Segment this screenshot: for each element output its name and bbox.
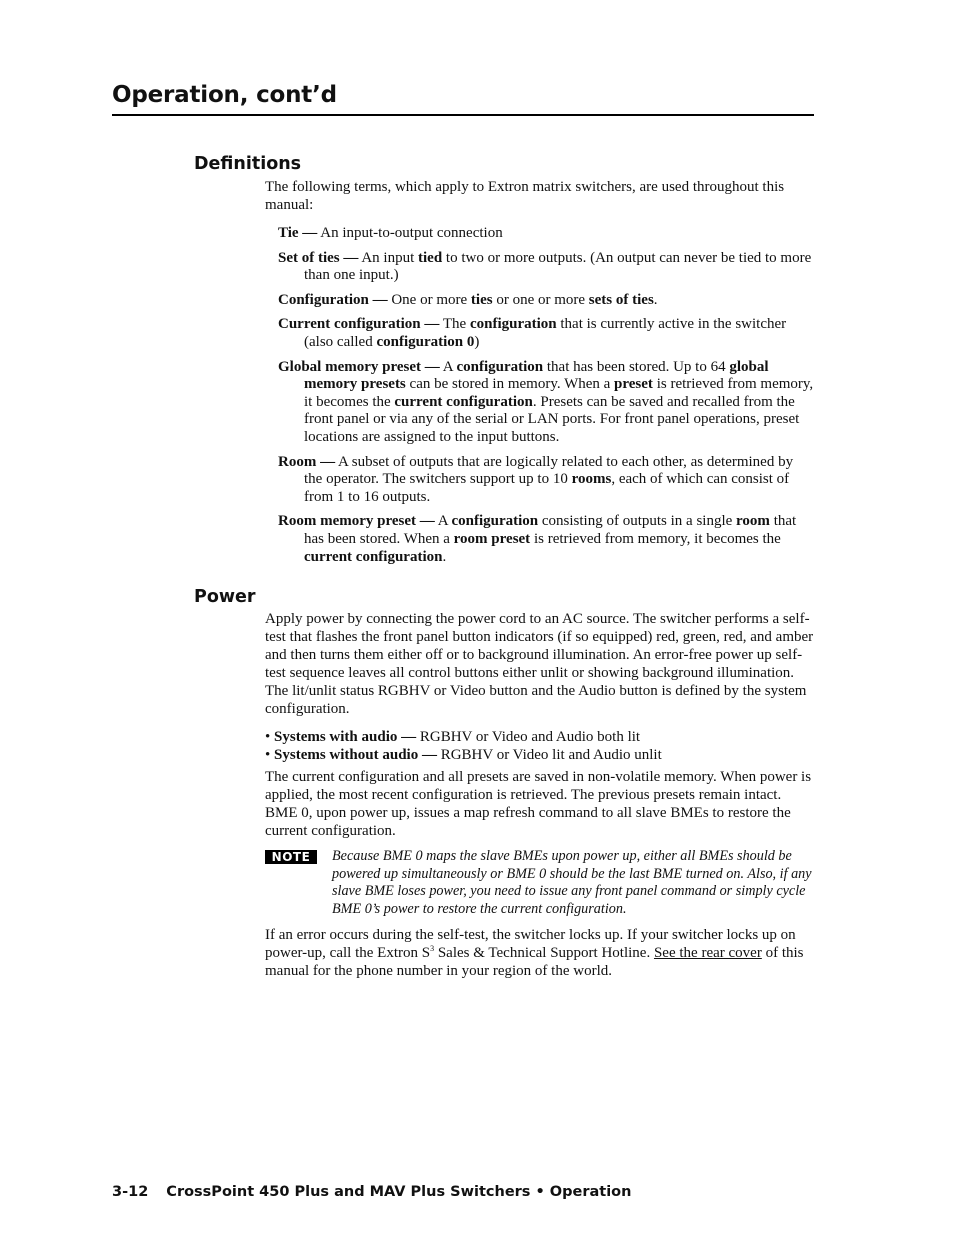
title-rule bbox=[112, 114, 814, 116]
list-item: • Systems with audio — RGBHV or Video and Audio both lit bbox=[265, 729, 641, 745]
page-number: 3-12 bbox=[112, 1184, 149, 1200]
list-item: • Systems without audio — RGBHV or Video lit and Audio unlit bbox=[265, 747, 662, 763]
power-paragraph-2: The current configuration and all presets are saved in non-volatile memory. When power is applied, the most recent configuration is retrieved. The previous presets remain intact. BME 0, upon power up, issues a map refresh command to all slave BMEs to restore the current configuration. bbox=[265, 769, 812, 839]
definition-item: Tie — An input-to-output connection bbox=[278, 225, 503, 241]
definitions-heading: Definitions bbox=[194, 154, 302, 174]
definitions-intro: The following terms, which apply to Extron matrix switchers, are used throughout this manual: bbox=[265, 179, 785, 213]
definition-item: Global memory preset — A configuration that has been stored. Up to 64 global memory presets can be stored in memory. When a preset is retrieved from memory, it becomes the current configuration. Presets can be saved and recalled from the front panel or via any of the serial or LAN ports. For front panel operations, preset locations are assigned to the input buttons. bbox=[278, 358, 814, 445]
definition-item: Set of ties — An input tied to two or more outputs. (An output can never be tied to more than one input.) bbox=[278, 249, 812, 284]
footer-title: CrossPoint 450 Plus and MAV Plus Switchers • Operation bbox=[166, 1184, 632, 1200]
power-heading: Power bbox=[194, 587, 256, 607]
power-paragraph-1: Apply power by connecting the power cord to an AC source. The switcher performs a self-test that flashes the front panel button indicators (if so equipped) red, green, red, and amber and then turns them either off or to background illumination. An error-free power up self-test sequence leaves all control buttons either unlit or showing background illumination. The lit/unlit status RGBHV or Video button and the Audio button is defined by the system configuration. bbox=[265, 611, 814, 717]
definitions-list bbox=[278, 225, 814, 573]
note-text: Because BME 0 maps the slave BMEs upon power up, either all BMEs should be powered up simultaneously or BME 0 should be the last BME turned on. Also, if any slave BME loses power, you need to issue any front panel command or simply cycle BME 0’s power to restore the current configuration. bbox=[332, 848, 812, 917]
definition-item: Room memory preset — A configuration consisting of outputs in a single room that has been stored. When a room preset is retrieved from memory, it becomes the current configuration. bbox=[278, 513, 797, 565]
definition-item: Configuration — One or more ties or one or more sets of ties. bbox=[278, 291, 658, 308]
definition-item: Current configuration — The configuration that is currently active in the switcher (also called configuration 0) bbox=[278, 316, 787, 350]
footer bbox=[112, 1184, 631, 1200]
rear-cover-link[interactable]: See the rear cover bbox=[653, 945, 762, 961]
power-paragraph-3: If an error occurs during the self-test, the switcher locks up. If your switcher locks up on power-up, call the Extron $S^3$ Sales & Technical Support Hotline. See the rear cover of this manual for the phone number in your region of the world. bbox=[265, 927, 804, 979]
definition-item: Room — A subset of outputs that are logically related to each other, as determined by the operator. The switchers support up to 10 rooms, each of which can consist of from 1 to 16 outputs. bbox=[278, 453, 794, 505]
power-bullet-list bbox=[265, 728, 815, 764]
page-title: Operation, cont’d bbox=[112, 82, 337, 108]
note-badge: NOTE bbox=[265, 850, 317, 864]
